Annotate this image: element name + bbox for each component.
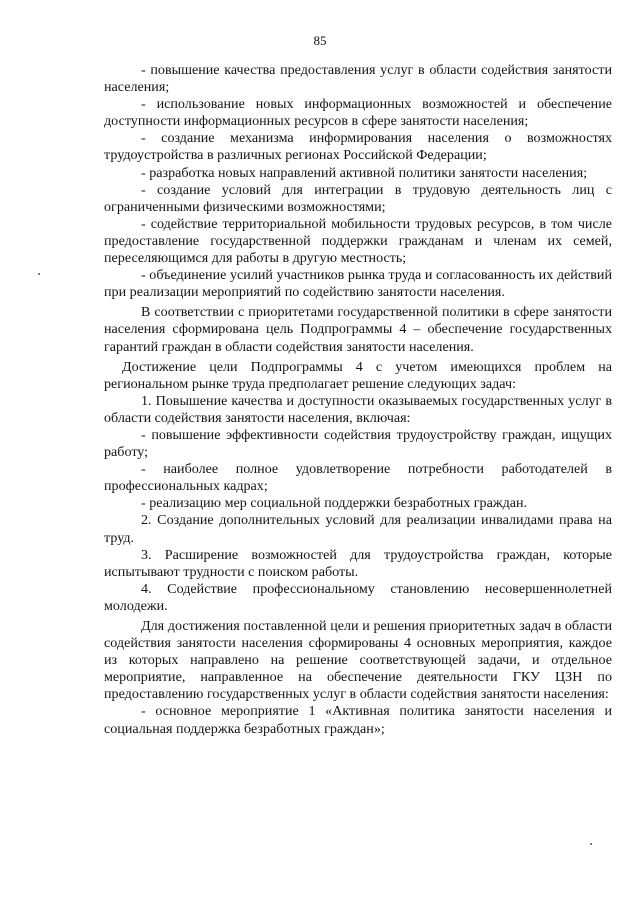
paragraph-8: В соответствии с приоритетами государственной политики в сфере занятости населения сформирована цель Подпрограммы 4 – обеспечение государственных гарантий граждан в области содействия занятости населения. [104, 304, 612, 355]
paragraph-16: 4. Содействие профессиональному становлению несовершеннолетней молодежи. [104, 580, 612, 614]
paragraph-14: 2. Создание дополнительных условий для реализации инвалидами права на труд. [104, 512, 612, 546]
paragraph-7: - объединение усилий участников рынка труда и согласованность их действий при реализации мероприятий по содействию занятости населения. [104, 267, 612, 301]
paragraph-17: Для достижения поставленной цели и решения приоритетных задач в области содействия занятости населения сформированы 4 основных мероприятия, каждое из которых направлено на решение соответствующей задачи, и отдельное мероприятие, направленное на обеспечение деятельности ГКУ ЦЗН по предоставлению государственных услуг в области содействия занятости населения: [104, 618, 612, 703]
paragraph-3: - создание механизма информирования населения о возможностях трудоустройства в различных регионах Российской Федерации; [104, 130, 612, 164]
paragraph-9: Достижение цели Подпрограммы 4 с учетом имеющихся проблем на региональном рынке труда предполагает решение следующих задач: [104, 358, 612, 392]
paragraph-13: - реализацию мер социальной поддержки безработных граждан. [141, 495, 528, 512]
document-body [104, 62, 612, 738]
page-number: 85 [313, 33, 327, 48]
scan-speck [38, 273, 40, 275]
paragraph-4: - разработка новых направлений активной политики занятости населения; [141, 164, 588, 181]
scan-speck [590, 843, 592, 845]
paragraph-18: - основное мероприятие 1 «Активная политика занятости населения и социальная поддержка безработных граждан»; [104, 703, 612, 737]
paragraph-10: 1. Повышение качества и доступности оказываемых государственных услуг в области содействия занятости населения, включая: [104, 392, 612, 426]
paragraph-15: 3. Расширение возможностей для трудоустройства граждан, которые испытывают трудности с поиском работы. [104, 546, 612, 580]
paragraph-2: - использование новых информационных возможностей и обеспечение доступности информационных ресурсов в сфере занятости населения; [104, 96, 612, 130]
paragraph-11: - повышение эффективности содействия трудоустройству граждан, ищущих работу; [104, 426, 612, 461]
paragraph-12: - наиболее полное удовлетворение потребности работодателей в профессиональных кадрах; [104, 461, 612, 495]
paragraph-1: - повышение качества предоставления услуг в области содействия занятости населения; [104, 62, 612, 96]
paragraph-5: - создание условий для интеграции в трудовую деятельность лиц с ограниченными физическими возможностями; [104, 181, 612, 215]
paragraph-6: - содействие территориальной мобильности трудовых ресурсов, в том числе предоставление государственной поддержки гражданам и членам их семей, переселяющимся для работы в другую местность; [104, 215, 612, 267]
